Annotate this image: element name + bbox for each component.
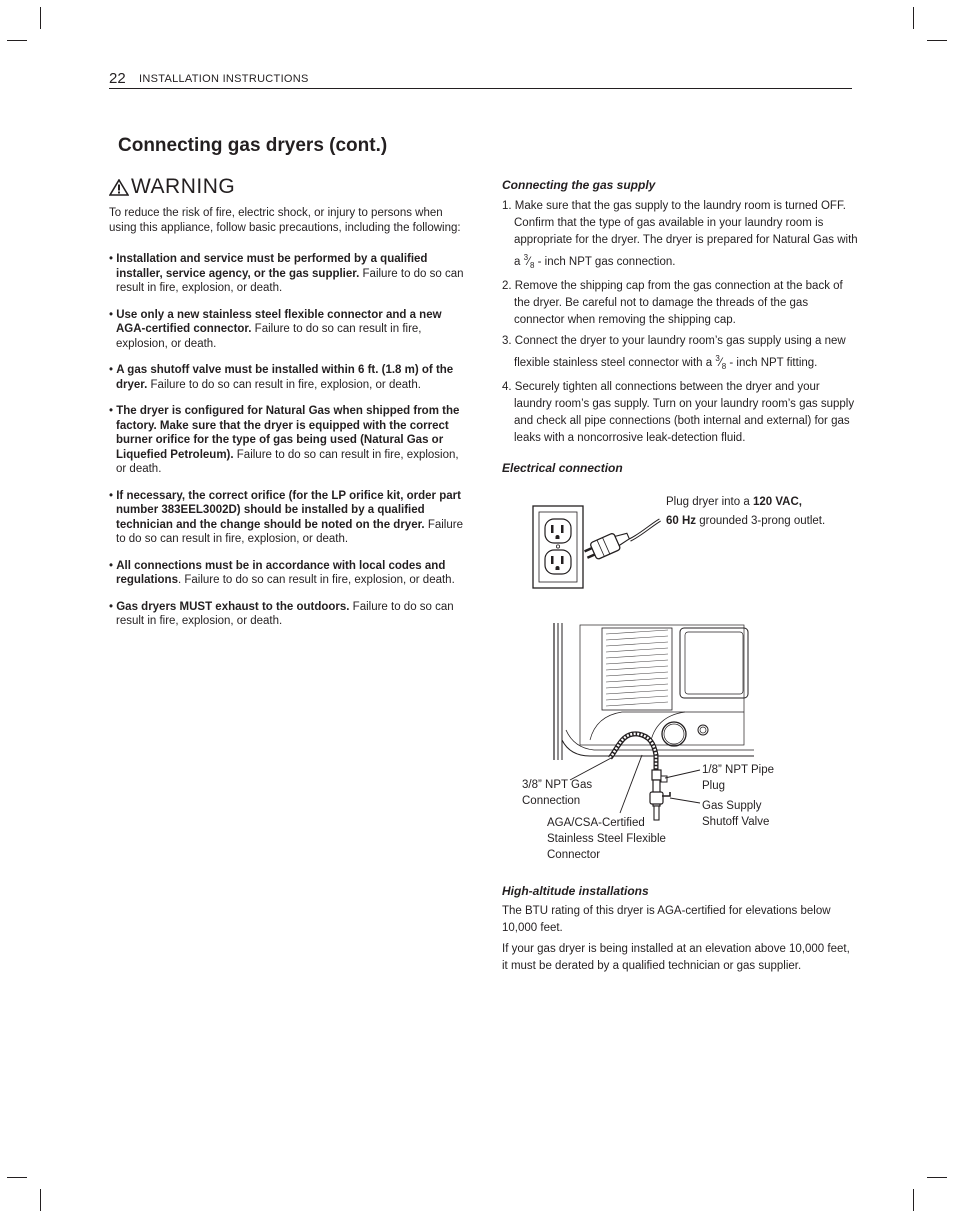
header-rule [109,88,852,89]
warning-heading [109,175,235,199]
warning-triangle-icon [109,179,129,196]
bullet-bold: If necessary, the correct orifice (for the LP orifice kit, order part number 383EEL3002D) should be installed by a qualified technician and the change should be noted on the dryer. [116,489,461,531]
label-line: AGA/CSA-Certified [547,817,645,829]
warning-label: WARNING [131,175,236,198]
warning-bullet: • If necessary, the correct orifice (for the LP orifice kit, order part number 383EEL3002D) should be installed by a qualified technician and the change should be noted on the dryer. Failure to do so can result in fire, explosion, or death. [109,489,463,545]
gas-connection-label [522,777,592,809]
warning-bullet: • Gas dryers MUST exhaust to the outdoors. Failure to do so can result in fire, explosion, or death. [109,600,454,627]
bullet-bold: Use only a new stainless steel flexible connector and a new AGA-certified connector. [116,308,442,335]
bullet-bold: Gas dryers MUST exhaust to the outdoors. [116,600,350,613]
label-line: Gas Supply [702,800,762,812]
frequency-value: 60 Hz [666,515,697,527]
step-text: 3. Connect the dryer to your laundry room’s gas supply using a new flexible stainless steel connector with a [502,335,846,369]
section-title: INSTALLATION INSTRUCTIONS [139,73,309,85]
flexible-connector-label [547,815,666,863]
warning-body [109,206,465,641]
crop-mark [913,7,914,29]
label-line: 3/8” NPT Gas [522,779,593,791]
warning-intro: To reduce the risk of fire, electric shock, or injury to persons when using this appliance, follow basic precautions, including the following: [109,207,461,234]
shutoff-valve-label [702,798,769,830]
plug-instruction [666,493,825,531]
plug-text: Plug dryer into a [666,496,753,508]
bullet-bold: Installation and service must be performed by a qualified installer, service agency, or the gas supplier. [116,253,428,280]
crop-mark [40,1189,41,1211]
crop-mark [7,1177,27,1178]
crop-mark [927,40,947,41]
bullet-text: Failure to do so can result in fire, explosion, or death. [116,448,459,475]
high-altitude-p2: If your gas dryer is being installed at an elevation above 10,000 feet, it must be derated by a qualified technician or gas supplier. [502,943,850,972]
warning-bullet: • All connections must be in accordance with local codes and regulations. Failure to do so can result in fire, explosion, or death. [109,559,455,586]
bullet-bold: A gas shutoff valve must be installed within 6 ft. (1.8 m) of the dryer. [116,364,454,391]
label-line: Connector [547,849,601,861]
warning-bullet: • Use only a new stainless steel flexible connector and a new AGA-certified connector. Failure to do so can result in fire, explosion, or death. [109,308,442,350]
warning-bullet: • The dryer is configured for Natural Gas when shipped from the factory. Make sure that the dryer is equipped with the correct burner orifice for the type of gas being used (Natural Gas or Liquefied Petroleum). Failure to do so can result in fire, explosion, or death. [109,405,460,475]
plug-text: grounded 3-prong outlet. [696,515,826,527]
crop-mark [927,1177,947,1178]
crop-mark [913,1189,914,1211]
step-2: 2. Remove the shipping cap from the gas connection at the back of the dryer. Be careful not to damage the threads of the gas connector when removing the shipping cap. [502,280,843,327]
label-line: Connection [522,795,581,807]
outlet-plug-illustration [530,500,665,595]
fraction-denominator: 8 [721,362,727,372]
voltage-value: 120 VAC, [752,496,802,508]
step-text: - inch NPT gas connection. [534,255,676,268]
crop-mark [40,7,41,29]
bullet-text: Failure to do so can result in fire, explosion, or death. [116,600,454,627]
step-text: - inch NPT fitting. [726,356,818,369]
fraction-denominator: 8 [529,261,535,271]
label-line: Stainless Steel Flexible [547,833,666,845]
bullet-text: . Failure to do so can result in fire, explosion, or death. [177,574,455,586]
bullet-text: Failure to do so can result in fire, explosion, or death. [147,378,421,391]
warning-bullet: • Installation and service must be performed by a qualified installer, service agency, or the gas supplier. Failure to do so can result in fire, explosion, or death. [109,253,464,294]
step-4: 4. Securely tighten all connections between the dryer and your laundry room’s gas supply. Turn on your laundry room’s gas supply and check all pipe connections (both internal and external) for gas leaks with a noncorrosive leak-detection fluid. [502,381,855,445]
warning-bullet: • A gas shutoff valve must be installed within 6 ft. (1.8 m) of the dryer. Failure to do so can result in fire, explosion, or death. [109,364,454,391]
fraction-numerator: 3 [523,253,529,262]
gas-supply-section [502,177,858,451]
bullet-text: Failure to do so can result in fire, explosion, or death. [116,267,464,294]
page-title: Connecting gas dryers (cont.) [118,135,388,156]
bullet-text: Failure to do so can result in fire, explosion, or death. [116,518,463,545]
fraction-numerator: 3 [715,354,720,364]
page-number: 22 [109,70,126,87]
pipe-plug-label [702,762,774,794]
step-3: 3. Connect the dryer to your laundry room’s gas supply using a new flexible stainless steel connector with a $^3⁄_8$ - inch NPT fitting. [502,335,846,372]
bullet-bold: All connections must be in accordance with local codes and regulations [116,559,446,586]
crop-mark [7,40,27,41]
high-altitude-heading: High-altitude installations [502,884,649,898]
bullet-text: Failure to do so can result in fire, explosion, or death. [116,323,422,350]
bullet-bold: The dryer is configured for Natural Gas when shipped from the factory. Make sure that the dryer is equipped with the correct burner orifice for the type of gas being used (Natural Gas or Liquefied Petroleum). [116,405,460,461]
high-altitude-section [502,883,858,975]
electrical-heading: Electrical connection [502,461,623,475]
step-text: 1. Make sure that the gas supply to the laundry room is turned OFF. Confirm that the type of gas available in your laundry room is appropriate for the dryer. The dryer is prepared for Natural Gas with a [502,200,858,268]
high-altitude-p1: The BTU rating of this dryer is AGA-certified for elevations below 10,000 feet. [502,905,831,934]
label-line: Shutoff Valve [702,816,770,828]
step-1: 1. Make sure that the gas supply to the laundry room is turned OFF. Confirm that the type of gas available in your laundry room is appropriate for the dryer. The dryer is prepared for Natural Gas with a $^3⁄_8$ - inch NPT gas connection. [502,200,858,271]
gas-supply-heading: Connecting the gas supply [502,178,656,192]
label-line: 1/8” NPT Pipe [702,764,775,776]
label-line: Plug [702,780,726,792]
